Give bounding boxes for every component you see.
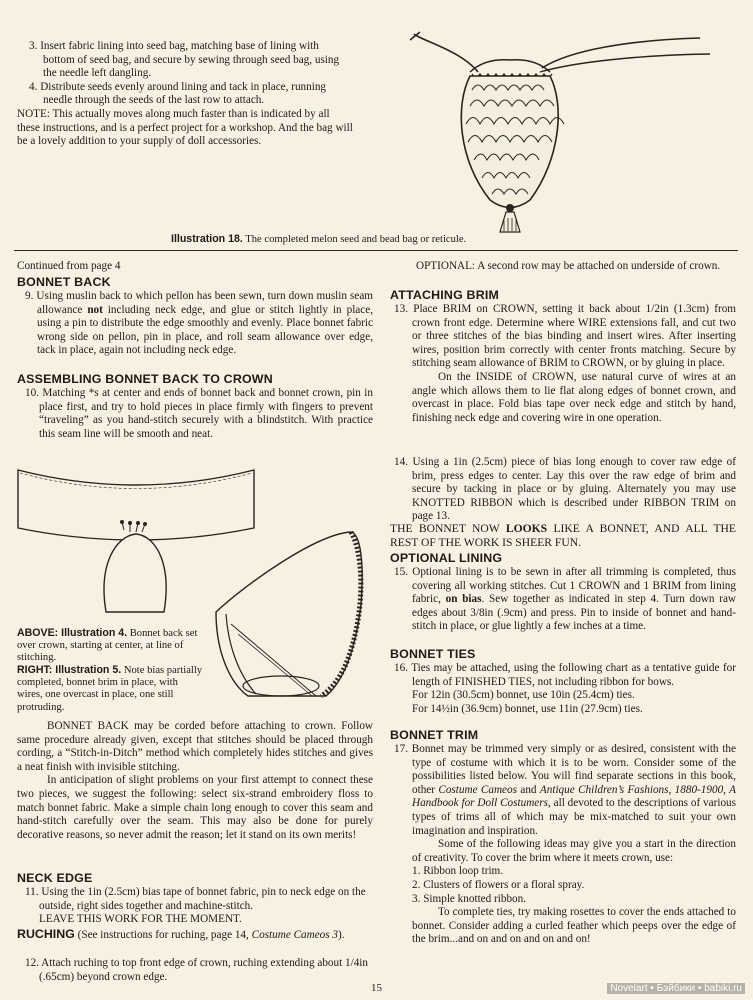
reticule-illustration — [400, 10, 720, 235]
step-13: 13. Place BRIM on CROWN, setting it back about 1/2in (1.3cm) from crown front edge. Determine where WIRE extensions fall, and cut two or three stitches of the bias binding and insert wires. After inserting wires, position brim correctly with center fronts matching. Secure by stitching seam allowance of BRIM to CROWN, or by gluing in place. On the INSIDE of CROWN, use natural curve of wires at an angle which allows them to lie flat along edges of bonnet crown, and overcast in place. Fold bias tape over neck edge and stitch by hand, finishing neck edge and covering wire in one operation. — [394, 303, 736, 424]
heading-assembling: ASSEMBLING BONNET BACK TO CROWN — [17, 372, 273, 386]
right-optional: OPTIONAL: A second row may be attached on underside of crown. — [416, 260, 721, 272]
step-15: 15. Optional lining is to be sewn in after all trimming is completed, thus covering all working stitches. Cut 1 CROWN and 1 BRIM from lining fabric, on bias. Sew together as indicated in step 4. Turn down raw edges about 3/8in (.9cm) and press. Pin to inside of bonnet and hand-stitch in place, or glue lightly a few inches at a time. — [394, 566, 737, 633]
top-instructions — [17, 40, 353, 149]
watermark: Novelart • Бэйбики • babiki.ru — [607, 983, 745, 994]
heading-bonnet-ties: BONNET TIES — [390, 647, 476, 661]
step-10: 10. Matching *s at center and ends of bonnet back and bonnet crown, pin in place first, and try to hold pieces in place firmly with fingers to prevent “traveling” as you hand-stitch securely with a blindstitch. With practice this seam line will be smooth and neat. — [25, 387, 373, 440]
continued-note: Continued from page 4 — [17, 260, 121, 272]
page-number: 15 — [371, 982, 382, 994]
anticipation-paragraph: In anticipation of slight problems on your first attempt to connect these two pieces, we suggest the following: select six-strand embroidery floss to match bonnet fabric. Make a simple chain long enough to cover this seam and hand-stitch carefully over the seam. This may also be done for purely decorative reasons, so never admit the reason; let it stand on its own merits! — [17, 774, 373, 841]
step-11: 11. Using the 1in (2.5cm) bias tape of bonnet fabric, pin to neck edge on the outside, right sides together and machine-stitch. LEAVE THIS WORK FOR THE MOMENT. — [25, 886, 366, 926]
left-body — [17, 720, 373, 842]
some-ideas: Some of the following ideas may give you a start in the direction of creativity. To cover the brim where it meets crown, use: — [412, 838, 736, 864]
step-12: 12. Attach ruching to top front edge of crown, ruching extending about 1/4in (.65cm) beyond crown edge. — [25, 957, 369, 983]
trim-list-item: 2. Clusters of flowers or a floral spray. — [412, 878, 585, 891]
step-4: 4. Distribute seeds evenly around lining and tack in place, running needle through the seeds of the last row to attach. — [29, 80, 327, 107]
heading-bonnet-back: BONNET BACK — [17, 275, 111, 289]
heading-neck-edge: NECK EDGE — [17, 871, 93, 885]
ties-14in: For 14½in (36.9cm) bonnet, use 11in (27.9cm) ties. — [412, 702, 643, 715]
complete-ties: To complete ties, try making rosettes to cover the ends attached to bonnet. Consider adding a curled feather which peeps over the edge of the brim...and on and on and on and on! — [412, 906, 736, 946]
heading-optional-lining: OPTIONAL LINING — [390, 551, 503, 565]
heading-attaching-brim: ATTACHING BRIM — [390, 288, 500, 302]
corded-paragraph: BONNET BACK may be corded before attaching to crown. Follow same procedure already given, except that stitches should be placed through cording, a “Stitch-in-Ditch” method which completely hides stitches and gives a neat finish with invisible stitching. — [17, 720, 373, 773]
ruching-heading-line: RUCHING (See instructions for ruching, page 14, Costume Cameos 3). — [17, 927, 345, 941]
note: NOTE: This actually moves along much faster than is indicated by all these instructions, and is a perfect project for a workshop. And the bag will be a lovely addition to your supply of doll accessories. — [17, 107, 353, 148]
step-16: 16. Ties may be attached, using the following chart as a tentative guide for length of FINISHED TIES, not including ribbon for bows. For 12in (30.5cm) bonnet, use 10in (25.4cm) ties. For 14½in (36.9cm) bonnet, use 11in (27.9cm) ties. — [390, 662, 736, 716]
heading-bonnet-trim: BONNET TRIM — [390, 728, 479, 742]
step-9: 9. Using muslin back to which pellon has been sewn, turn down muslin seam allowance not including neck edge, and glue or stitch lightly in place, using a pin to distribute the edge smoothly and evenly. Place bonnet fabric wrong side on pellon, pin in place, and roll seam allowance over edge, tack in place, again not including neck edge. — [25, 290, 373, 357]
step-17: 17. Bonnet may be trimmed very simply or as desired, consistent with the type of costume with which it is to be worn. Consider some of the possibilities listed below. You will find separate sections in this book, other Costume Cameos and Antique Children’s Fashions, 1880-1900, A Handbook for Doll Costumers, all devoted to the descriptions of various types of trims all of which may be mix-matched to suit your own imagination and inspiration. Some of the following ideas may give you a start in the direction of creativity. To cover the brim where it meets crown, use: 1. Ribbon loop trim. 2. Clusters of flowers or a floral spray. 3. Simple knotted ribbon. To complete ties, try making rosettes to cover the ends attached to bonnet. Consider adding a curled feather which peeps over the edge of the brim...and on and on and on and on! — [390, 743, 736, 947]
illustration-5-caption: RIGHT: Illustration 5. Note bias partially completed, bonnet brim in place, with wires, one overcast in place, one still protruding. — [17, 664, 203, 713]
step-14: 14. Using a 1in (2.5cm) piece of bias long enough to cover raw edge of brim, press edges to center. Lay this over the raw edge of brim and secure by tacking in place or by gluing. Alternately you may use KNOTTED RIBBON which is described under RIBBON TRIM on page 13. — [394, 456, 736, 523]
step-3: 3. Insert fabric lining into seed bag, matching base of lining with bottom of seed bag, and secure by sewing through seed bag, using the needle left dangling. — [29, 40, 340, 80]
trim-list-item: 3. Simple knotted ribbon. — [412, 892, 527, 905]
divider — [14, 250, 738, 251]
looks-like-bonnet: THE BONNET NOW LOOKS LIKE A BONNET, AND ALL THE REST OF THE WORK IS SHEER FUN. — [390, 522, 736, 549]
trim-list-item: 1. Ribbon loop trim. — [412, 865, 504, 878]
ties-12in: For 12in (30.5cm) bonnet, use 10in (25.4cm) ties. — [412, 689, 635, 702]
illustration-4-caption: ABOVE: Illustration 4. Bonnet back set over crown, starting at center, at line of stitching. — [17, 627, 198, 664]
illustration-18-caption: Illustration 18. The completed melon seed and bead bag or reticule. — [171, 233, 467, 245]
